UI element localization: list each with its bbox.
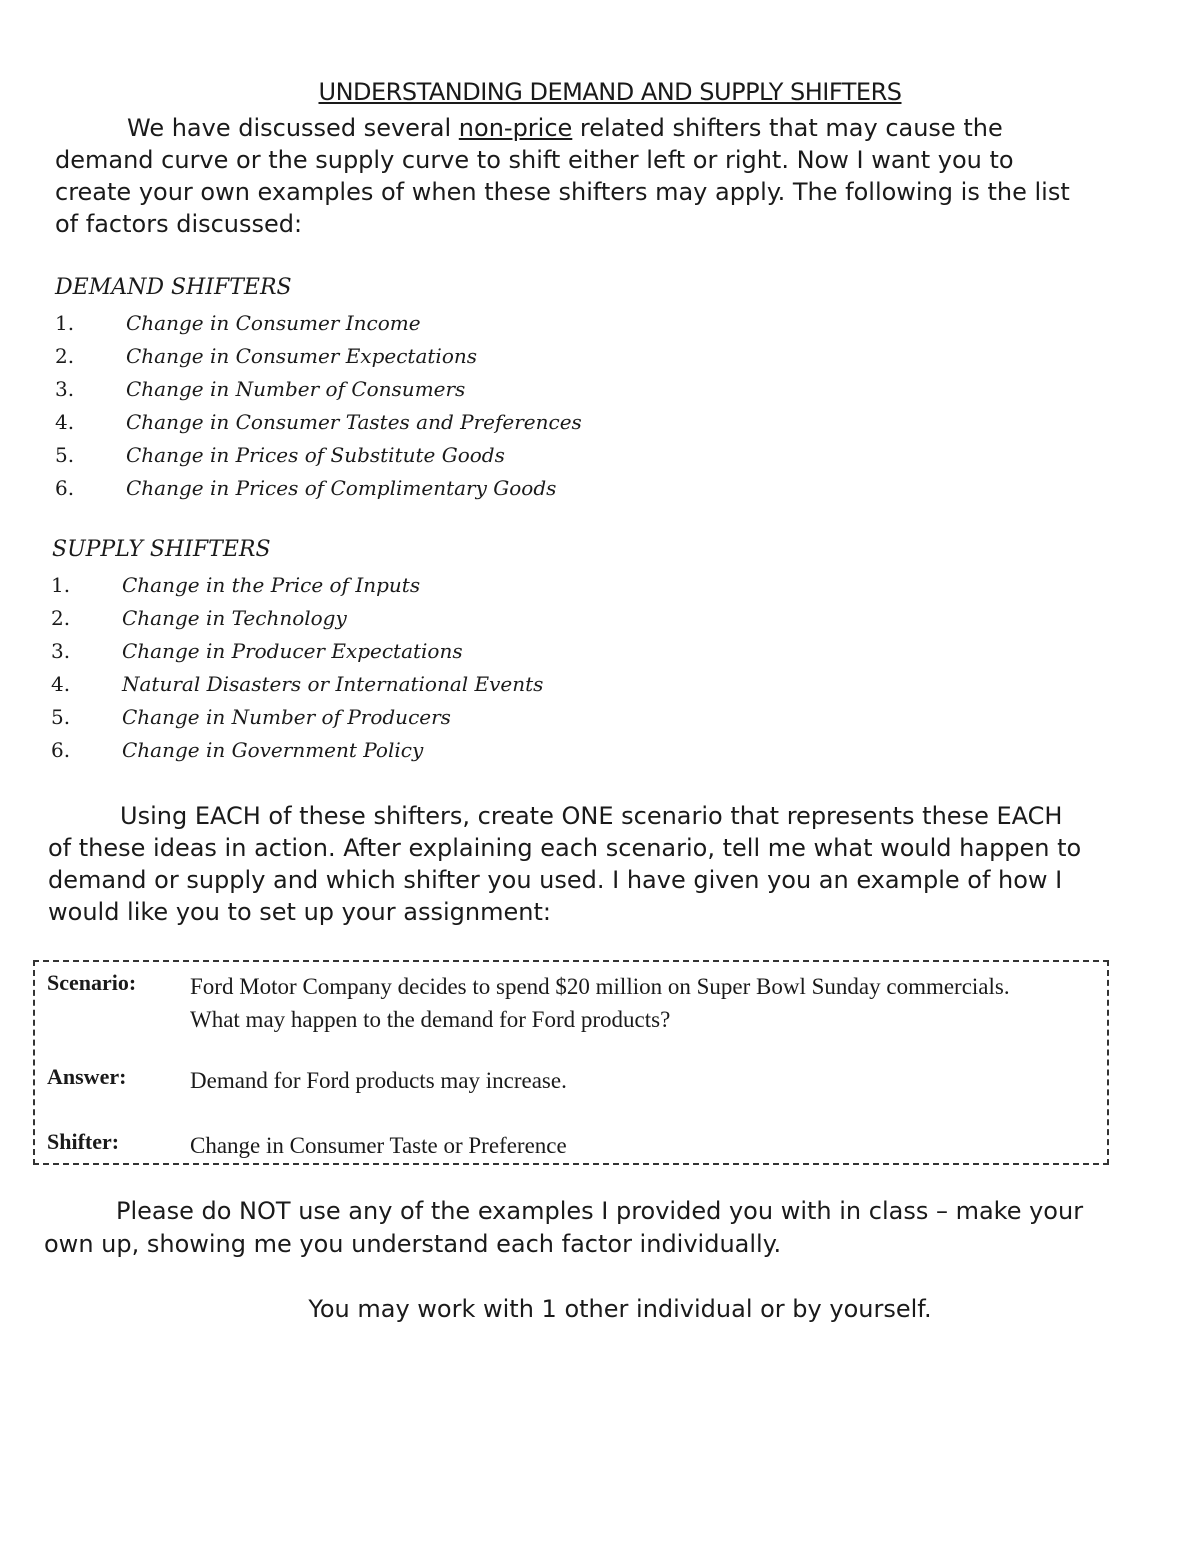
closing-paragraph: Please do NOT use any of the examples I provided you with in class – make your own up, showing me you understand each factor individually. [44, 1197, 1084, 1258]
list-item [55, 472, 755, 505]
list-item [51, 602, 751, 635]
list-item-text: Change in Technology [122, 606, 347, 630]
shifter-label: Shifter: [47, 1129, 120, 1154]
intro-paragraph [55, 112, 1085, 240]
supply-shifters-heading: SUPPLY SHIFTERS [52, 537, 271, 562]
list-item [51, 701, 751, 734]
list-item-text: Change in Government Policy [122, 738, 424, 762]
list-item-text: Change in Producer Expectations [122, 639, 463, 663]
example-box [33, 960, 1109, 1165]
list-item-number: 4. [55, 410, 75, 434]
list-item-text: Change in Number of Consumers [126, 377, 466, 401]
list-item [55, 406, 755, 439]
answer-text: Demand for Ford products may increase. [190, 1068, 567, 1093]
list-item [55, 340, 755, 373]
list-item-number: 6. [51, 738, 71, 762]
intro-text-before: We have discussed several [127, 114, 459, 142]
list-item [51, 569, 751, 602]
list-item-number: 6. [55, 476, 75, 500]
list-item [55, 307, 755, 340]
list-item-text: Change in Number of Producers [122, 705, 451, 729]
list-item-text: Change in Prices of Complimentary Goods [126, 476, 557, 500]
list-item-number: 2. [55, 344, 75, 368]
final-note: You may work with 1 other individual or by yourself. [308, 1295, 932, 1323]
list-item-number: 1. [51, 573, 71, 597]
list-item-text: Change in Prices of Substitute Goods [126, 443, 505, 467]
list-item-text: Change in Consumer Tastes and Preferences [126, 410, 582, 434]
list-item-number: 4. [51, 672, 71, 696]
list-item-number: 1. [55, 311, 75, 335]
list-item [51, 668, 751, 701]
demand-shifters-heading: DEMAND SHIFTERS [55, 275, 292, 300]
list-item-number: 3. [51, 639, 71, 663]
list-item [51, 635, 751, 668]
list-item-text: Change in Consumer Income [126, 311, 421, 335]
list-item [55, 373, 755, 406]
supply-shifters-list [51, 569, 751, 767]
list-item-number: 2. [51, 606, 71, 630]
list-item-number: 5. [55, 443, 75, 467]
intro-underlined-term: non-price [458, 114, 573, 142]
scenario-text: Ford Motor Company decides to spend $20 million on Super Bowl Sunday commercials. What may happen to the demand for Ford products? [190, 974, 1010, 1032]
list-item-text: Natural Disasters or International Events [122, 672, 544, 696]
list-item-text: Change in the Price of Inputs [122, 573, 421, 597]
list-item [55, 439, 755, 472]
answer-label: Answer: [47, 1064, 127, 1089]
list-item [51, 734, 751, 767]
intro-text-after: related shifters that may cause the demand curve or the supply curve to shift either left or right. Now I want you to create your own examples of when these shifters may apply. The following is the list of factors discussed: [55, 114, 1070, 238]
scenario-label: Scenario: [47, 970, 137, 995]
page-title: UNDERSTANDING DEMAND AND SUPPLY SHIFTERS [318, 78, 902, 106]
shifter-text: Change in Consumer Taste or Preference [190, 1133, 567, 1158]
list-item-number: 3. [55, 377, 75, 401]
list-item-number: 5. [51, 705, 71, 729]
list-item-text: Change in Consumer Expectations [126, 344, 478, 368]
demand-shifters-list [55, 307, 755, 505]
instructions-paragraph: Using EACH of these shifters, create ONE scenario that represents these EACH of these ideas in action. After explaining each scenario, tell me what would happen to demand or supply and which shifter you used. I have given you an example of how I would like you to set up your assignment: [48, 802, 1082, 926]
